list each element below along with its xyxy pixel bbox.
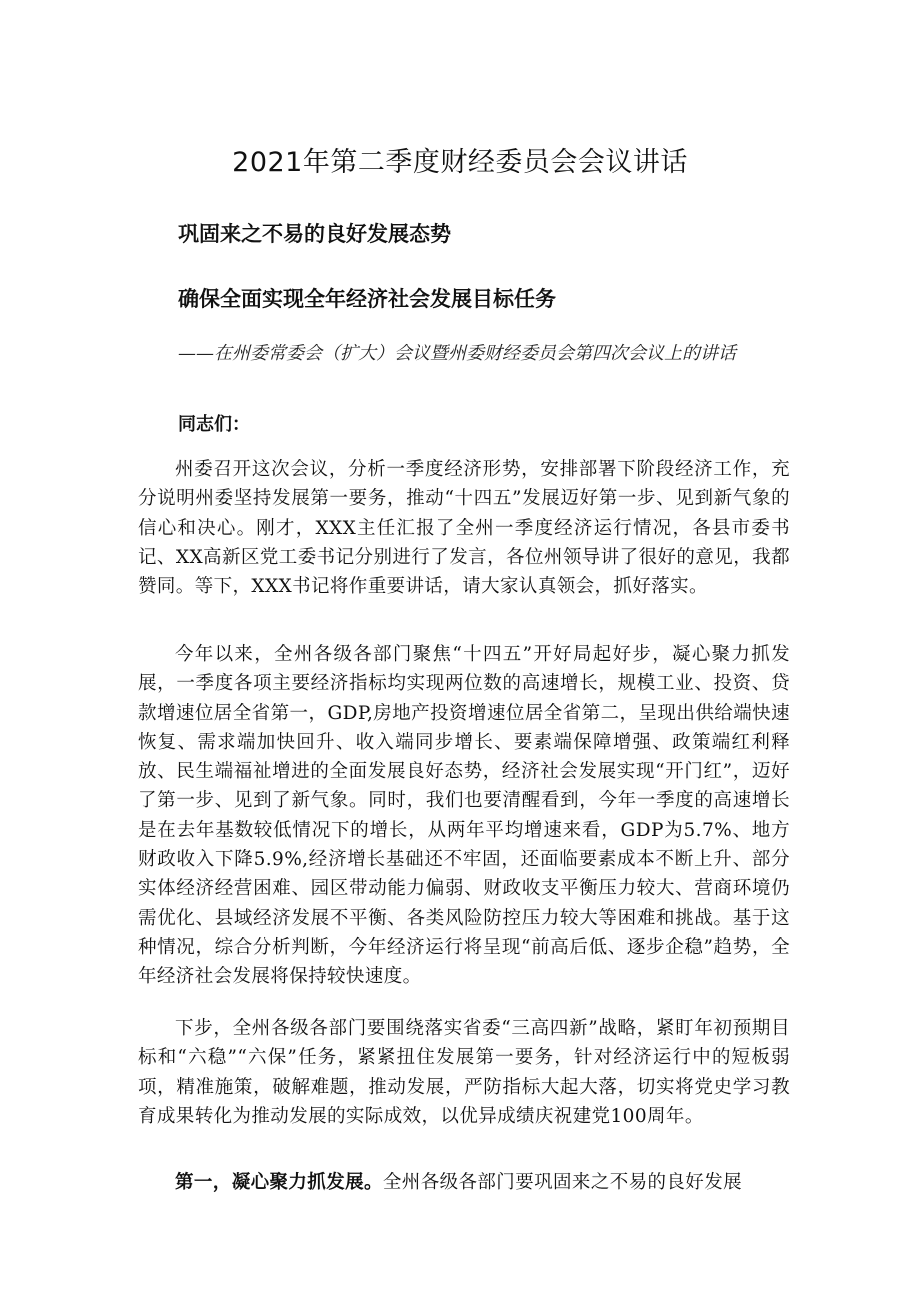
paragraph-4-text: 全州各级各部门要巩固来之不易的良好发展 [382, 1172, 743, 1193]
paragraph-3: 下步，全州各级各部门要围绕落实省委“三高四新”战略，紧盯年初预期目标和“六稳”“六保”任务，紧紧扭住发展第一要务，针对经济运行中的短板弱项，精准施策，破解难题，推动发展，严防指标大起大落，切实将党史学习教育成果转化为推动发展的实际成效，以优异成绩庆祝建党100周年。 [138, 1018, 790, 1127]
speech-byline: ——在州委常委会（扩大）会议暨州委财经委员会第四次会议上的讲话 [178, 343, 736, 364]
paragraph-4 [138, 1168, 790, 1197]
paragraph-2: 今年以来，全州各级各部门聚焦“十四五”开好局起好步，凝心聚力抓发展，一季度各项主要经济指标均实现两位数的高速增长，规模工业、投资、贷款增速位居全省第一，GDP,房地产投资增速位居全省第二，呈现出供给端快速恢复、需求端加快回升、收入端同步增长、要素端保障增强、政策端红利释放、民生端福祉增进的全面发展良好态势，经济社会发展实现“开门红”，迈好了第一步、见到了新气象。同时，我们也要清醒看到，今年一季度的高速增长是在去年基数较低情况下的增长，从两年平均增速来看，GDP为5.7%、地方财政收入下降5.9%,经济增长基础还不牢固，还面临要素成本不断上升、部分实体经济经营困难、园区带动能力偏弱、财政收支平衡压力较大、营商环境仍需优化、县域经济发展不平衡、各类风险防控压力较大等困难和挑战。基于这种情况，综合分析判断，今年经济运行将呈现“前高后低、逐步企稳”趋势，全年经济社会发展将保持较快速度。 [138, 644, 790, 988]
subtitle-1: 巩固来之不易的良好发展态势 [178, 222, 451, 246]
paragraph-4-lead: 第一，凝心聚力抓发展。 [175, 1172, 383, 1193]
subtitle-2: 确保全面实现全年经济社会发展目标任务 [178, 287, 556, 311]
salutation: 同志们： [178, 414, 250, 435]
document-title: 2021年第二季度财经委员会会议讲话 [232, 147, 688, 178]
paragraph-1: 州委召开这次会议，分析一季度经济形势，安排部署下阶段经济工作，充分说明州委坚持发展第一要务，推动“十四五”发展迈好第一步、见到新气象的信心和决心。刚才，XXX主任汇报了全州一季度经济运行情况，各县市委书记、XX高新区党工委书记分别进行了发言，各位州领导讲了很好的意见，我都赞同。等下，XXX书记将作重要讲话，请大家认真领会，抓好落实。 [138, 459, 790, 598]
